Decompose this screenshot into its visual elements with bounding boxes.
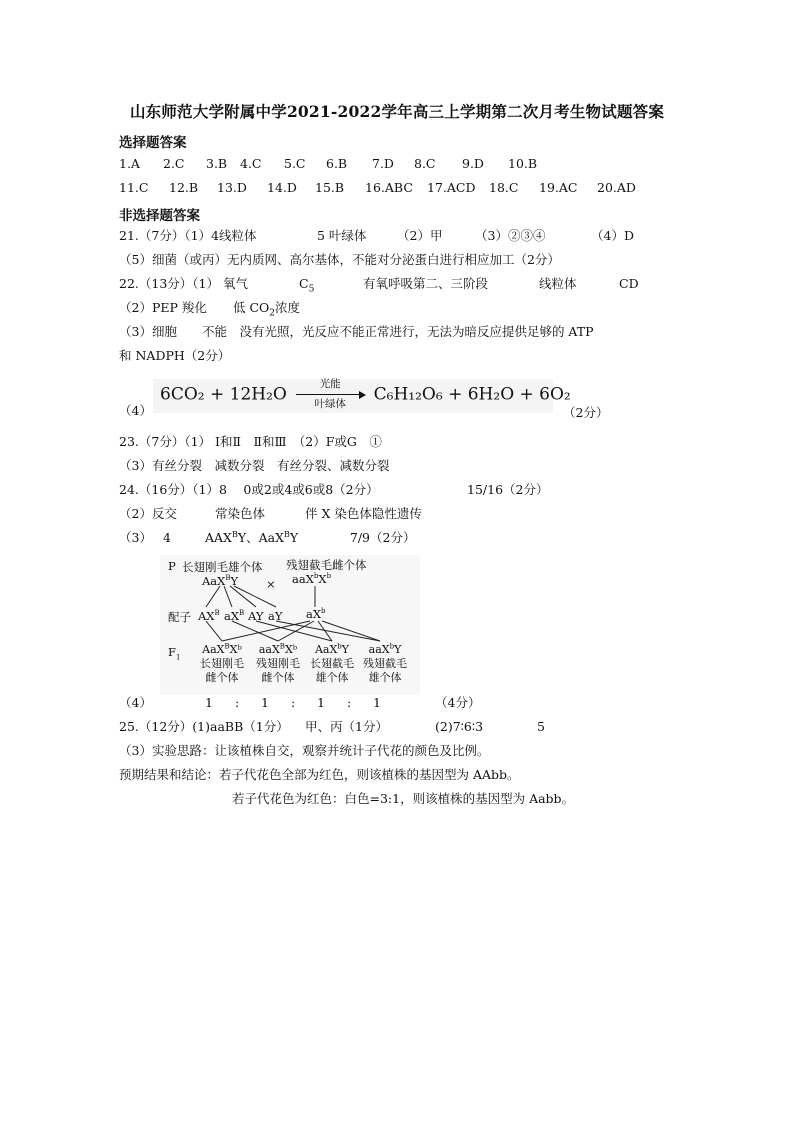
geno-sup: b <box>389 642 395 651</box>
geno-text: AaX <box>202 574 226 588</box>
geno-text: aX <box>306 607 322 621</box>
q24-part: 7/9（2分） <box>349 530 416 545</box>
f1-phenotype: 长翅刚毛 <box>200 657 244 670</box>
mc-answer: 5.C <box>284 156 306 171</box>
q22-line-1 <box>119 276 639 295</box>
cross-p-female-genotype <box>292 572 331 586</box>
geno-sup: b <box>326 572 332 581</box>
cross-p-male-genotype <box>202 574 238 588</box>
q21-part: （2）甲 <box>397 228 443 243</box>
ratio-sep: : <box>235 695 240 710</box>
q21-line-1 <box>119 228 634 244</box>
q25-line-4: 若子代花色为红色：白色=3:1，则该植株的基因型为 Aabb。 <box>232 791 575 806</box>
ratio-value: 1 <box>261 695 269 710</box>
geno-text: aaX <box>258 643 280 656</box>
nonmc-section-header: 非选择题答案 <box>119 208 200 224</box>
cross-p-female-pheno: 残翅截毛雌个体 <box>286 558 367 572</box>
q21-part: （4）D <box>591 228 634 243</box>
arrow-condition-bottom: 叶绿体 <box>314 398 346 410</box>
mc-answer: 3.B <box>206 156 228 171</box>
geno-sup: b <box>313 572 319 581</box>
arrow-condition-top: 光能 <box>319 378 341 390</box>
q22-co2-sub: 2 <box>269 308 276 319</box>
q22-part: 线粒体 <box>539 276 577 291</box>
q21-part: （3）②③④ <box>475 228 546 243</box>
mc-answer: 18.C <box>489 180 519 195</box>
arrow-line <box>206 586 220 607</box>
q22-eq-score: （2分） <box>563 405 609 420</box>
f1-sex: 雌个体 <box>205 671 239 684</box>
mc-answer: 8.C <box>414 156 436 171</box>
q24-part: （2）反交 <box>119 506 177 521</box>
q22-part: 22.（13分）（1） 氧气 <box>119 276 248 291</box>
arrow-line <box>232 621 278 641</box>
f1-genotype <box>302 643 362 657</box>
q22-part: 浓度 <box>275 300 301 315</box>
geno-text: Y <box>394 643 402 656</box>
q25-part: 5 <box>537 719 545 734</box>
arrow-line <box>296 394 364 395</box>
geno-text: Xᵇ <box>284 643 298 656</box>
cross-gamete-label: 配子 <box>168 610 191 624</box>
geno-text: AX <box>198 609 215 623</box>
q25-line-2: （3）实验思路：让该植株自交，观察并统计子代花的颜色及比例。 <box>119 743 490 758</box>
mc-section-header: 选择题答案 <box>119 135 187 151</box>
q22-eq-label: （4） <box>119 403 152 418</box>
q25-line-3: 预期结果和结论：若子代花色全部为红色，则该植株的基因型为 AAbb。 <box>119 767 520 782</box>
f1-offspring-4 <box>354 643 416 685</box>
f1-genotype <box>192 643 252 657</box>
geno-sup: B <box>224 642 230 651</box>
mc-answer: 4.C <box>240 156 262 171</box>
geno-text: aaX <box>368 643 390 656</box>
mc-answer: 20.AD <box>597 180 636 195</box>
q25-part: 25.（12分）(1)aaBB（1分） <box>119 719 289 734</box>
mc-answer: 6.B <box>326 156 348 171</box>
genetic-cross-diagram <box>160 555 420 695</box>
q24-part: 4 <box>163 530 171 545</box>
q24-line-3 <box>119 530 415 546</box>
mc-answer: 15.B <box>315 180 345 195</box>
geno-text: F <box>168 645 176 659</box>
mc-answer: 19.AC <box>539 180 578 195</box>
mc-answers-row-2 <box>119 180 636 196</box>
q24-geno-b: Y、AaX <box>237 530 284 545</box>
geno-sup: b <box>337 642 342 651</box>
arrow-line <box>230 586 256 607</box>
mc-answer: 16.ABC <box>365 180 413 195</box>
geno-text: aaX <box>292 572 314 586</box>
arrow-line <box>224 586 232 607</box>
q21-part: 5 叶绿体 <box>317 228 367 243</box>
ratio-sep: : <box>347 695 352 710</box>
arrow-line <box>276 621 380 641</box>
q24-part: （3） <box>119 530 152 545</box>
page-title: 山东师范大学附属中学2021-2022学年高三上学期第二次月考生物试题答案 <box>129 102 665 121</box>
mc-answer: 13.D <box>217 180 247 195</box>
q22-c5-sub: 5 <box>308 284 315 295</box>
geno-sup: B <box>239 609 245 618</box>
q22-part: 低 CO <box>233 300 270 315</box>
q22-line-3: （3）细胞 不能 没有光照，光反应不能正常进行，无法为暗反应提供足够的 ATP <box>119 324 594 339</box>
cross-gamete <box>224 609 244 623</box>
q24-line-2 <box>119 506 422 522</box>
ratio-value: 1 <box>317 695 325 710</box>
cross-times: × <box>266 577 276 591</box>
q25-line-1 <box>119 719 545 735</box>
cross-p-male-pheno: 长翅刚毛雄个体 <box>182 560 263 574</box>
mc-answer: 10.B <box>508 156 538 171</box>
q22-c5 <box>299 276 363 295</box>
q23-line-1: 23.（7分）（1） Ⅰ和Ⅱ Ⅱ和Ⅲ （2）F或G ① <box>119 434 382 449</box>
geno-text: AaX <box>314 643 338 656</box>
geno-text: Y <box>230 574 239 588</box>
equation-right: C₆H₁₂O₆ + 6H₂O + 6O₂ <box>373 384 571 405</box>
geno-text: AaX <box>202 643 225 656</box>
mc-answer: 9.D <box>462 156 484 171</box>
f1-offspring-3 <box>302 643 362 685</box>
geno-text: aX <box>224 609 240 623</box>
equation-left: 6CO₂ + 12H₂O <box>160 384 287 405</box>
f1-offspring-2 <box>248 643 308 685</box>
q24-part: 15/16（2分） <box>467 482 549 497</box>
q24-geno-y: Y <box>289 530 299 545</box>
mc-answer: 7.D <box>372 156 394 171</box>
q22-part: 有氧呼吸第二、三阶段 <box>363 276 489 291</box>
q22-part: CD <box>619 276 639 291</box>
cross-gamete: aY <box>268 609 283 623</box>
q23-line-2: （3）有丝分裂 减数分裂 有丝分裂、减数分裂 <box>119 458 390 473</box>
q24-sup: B <box>283 529 290 539</box>
geno-text: X <box>318 572 327 586</box>
f1-genotype <box>354 643 416 657</box>
q25-part: (2)7∶6∶3 <box>435 719 484 734</box>
mc-answer: 14.D <box>267 180 297 195</box>
reaction-arrow <box>296 378 364 410</box>
q24-ratio-label: （4） <box>119 695 152 710</box>
mc-answer: 1.A <box>119 156 140 171</box>
f1-phenotype: 残翅刚毛 <box>256 657 300 670</box>
mc-answer: 17.ACD <box>427 180 476 195</box>
geno-sup: B <box>225 574 231 583</box>
f1-genotype <box>248 643 308 657</box>
mc-answer: 2.C <box>163 156 185 171</box>
f1-offspring-1 <box>192 643 252 685</box>
f1-phenotype: 残翅截毛 <box>363 657 407 670</box>
cross-gamete: AY <box>248 609 264 623</box>
q24-geno-a: AAX <box>205 530 232 545</box>
geno-text: Xᵇ <box>229 643 242 656</box>
geno-sup: b <box>321 607 326 616</box>
q22-part: （2）PEP 羧化 <box>119 300 207 315</box>
q24-part: 伴 X 染色体隐性遗传 <box>305 506 422 521</box>
f1-sex: 雄个体 <box>368 671 402 684</box>
geno-text: Y <box>341 643 350 656</box>
q22-line-2 <box>119 300 301 319</box>
q22-line-4: 和 NADPH（2分） <box>119 348 231 363</box>
mc-answer: 11.C <box>119 180 149 195</box>
mc-answers-row-1 <box>119 156 537 172</box>
q24-ratio-line <box>119 695 480 711</box>
arrow-line <box>322 621 380 641</box>
f1-sex: 雌个体 <box>261 671 295 684</box>
q21-line-2: （5）细菌（或丙）无内质网、高尔基体，不能对分泌蛋白进行相应加工（2分） <box>119 252 560 267</box>
q25-part: 甲、丙（1分） <box>305 719 388 734</box>
cross-f1-label <box>168 645 181 662</box>
ratio-sep: : <box>291 695 296 710</box>
cross-gamete <box>198 609 220 623</box>
arrow-line <box>206 621 222 641</box>
q24-ratio-score: （4分） <box>435 695 481 710</box>
geno-sup: B <box>279 642 285 651</box>
q24-line-1 <box>119 482 548 498</box>
f1-sex: 雄个体 <box>315 671 349 684</box>
q24-part: 常染色体 <box>215 506 266 521</box>
geno-sub: 1 <box>175 653 181 662</box>
f1-phenotype: 长翅截毛 <box>310 657 354 670</box>
q21-part: 21.（7分）（1）4线粒体 <box>119 228 257 243</box>
photosynthesis-equation <box>160 378 571 410</box>
q22-c5-text: C <box>299 276 309 291</box>
mc-answer: 12.B <box>169 180 199 195</box>
cross-gamete-female <box>306 607 326 621</box>
q24-sup: B <box>231 529 238 539</box>
geno-sup: B <box>214 609 220 618</box>
q24-part: 24.（16分）（1）8 0或2或4或6或8（2分） <box>119 482 379 497</box>
ratio-value: 1 <box>373 695 381 710</box>
ratio-value: 1 <box>205 695 213 710</box>
cross-p-label: P <box>168 559 176 573</box>
